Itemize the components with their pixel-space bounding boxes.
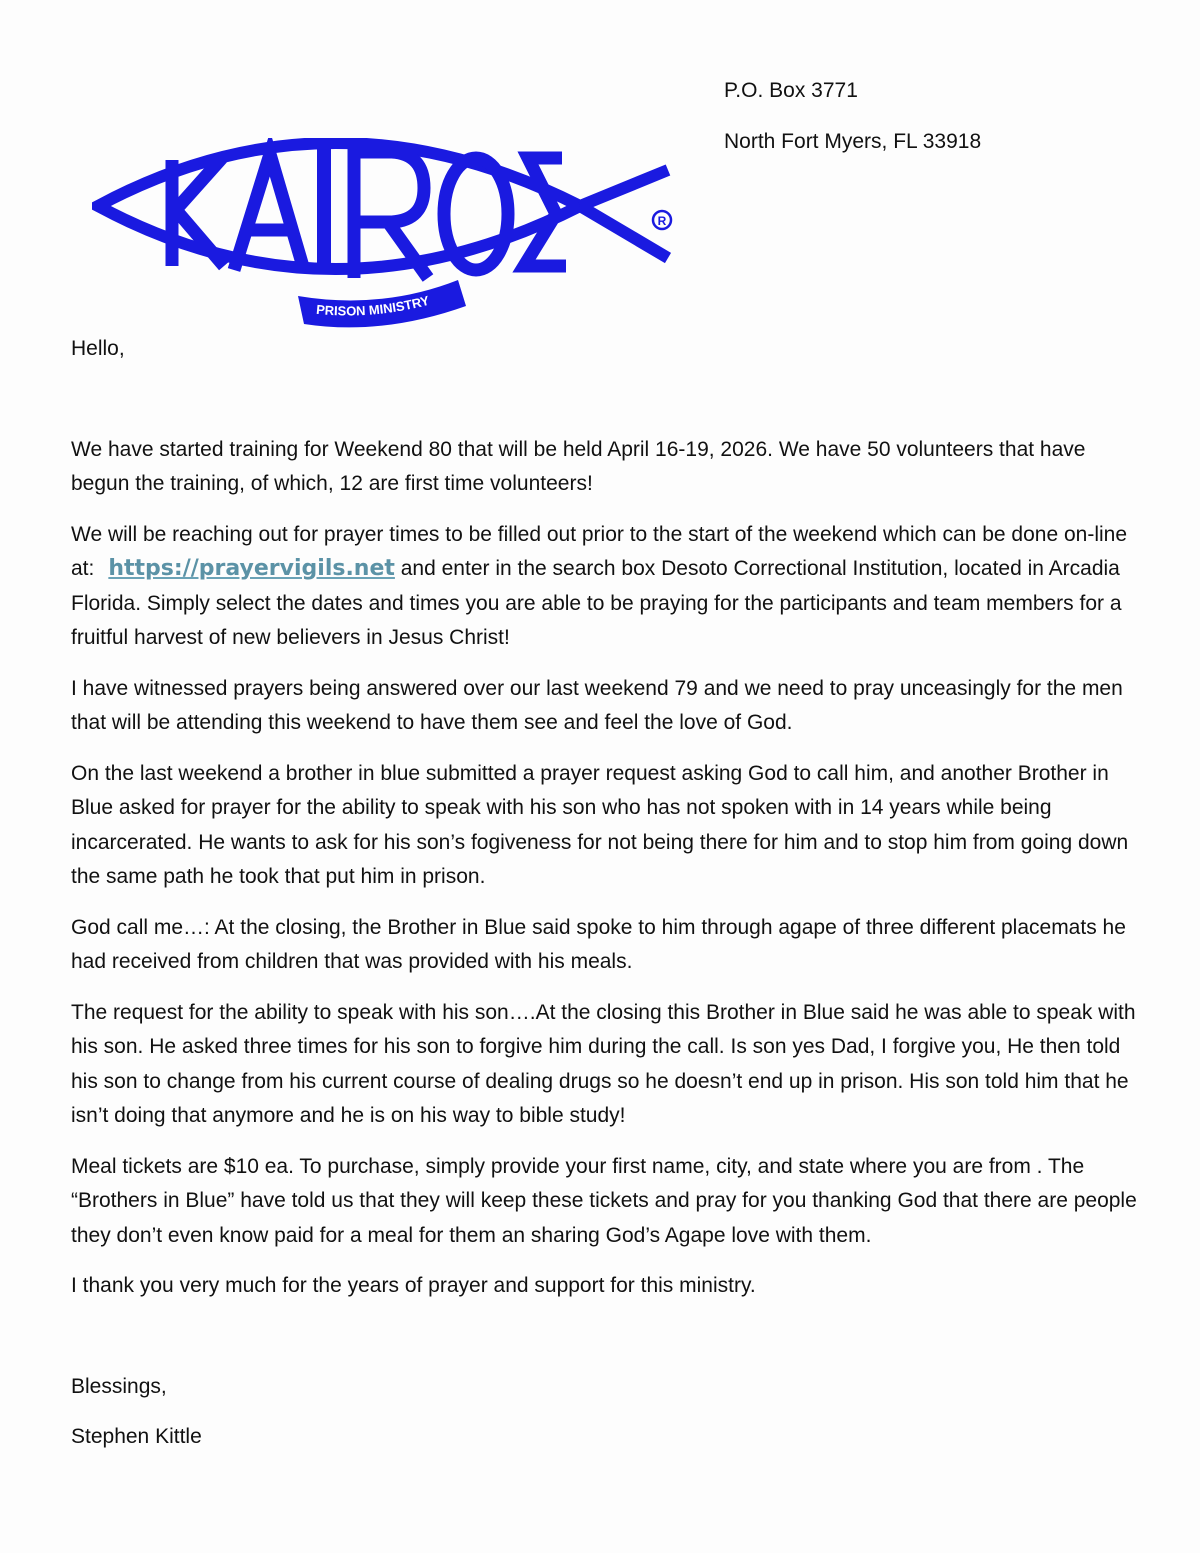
paragraph-witness: I have witnessed prayers being answered over our last weekend 79 and we need to pray unceasingly for the men that will be attending this weekend to have them see and feel the love of God. — [71, 676, 1123, 734]
paragraph-son-request: The request for the ability to speak with his son….At the closing this Brother in Blue said he was able to speak with his son. He asked three times for his son to forgive him during the call. Is son yes Dad, I forgive you, He then told his son to change from his current course of dealing drugs so he doesn’t end up in prison. His son told him that he isn’t doing that anymore and he is on his way to bible study! — [71, 1000, 1136, 1127]
letter-a — [234, 154, 304, 270]
address-line-po-box: P.O. Box 3771 — [724, 79, 858, 102]
paragraph-god-call: God call me…: At the closing, the Brother in Blue said spoke to him through agape of three different placemats he had received from children that was provided with his meals. — [71, 915, 1126, 973]
paragraph-prayer-times — [71, 518, 1146, 656]
address-line-city: North Fort Myers, FL 33918 — [724, 130, 982, 153]
return-address — [724, 78, 981, 180]
paragraph-training: We have started training for Weekend 80 that will be held April 16-19, 2026. We have 50 volunteers that have begun the training, of which, 12 are first time volunteers! — [71, 437, 1086, 495]
paragraph-prayer-requests: On the last weekend a brother in blue submitted a prayer request asking God to call him, and another Brother in Blue asked for prayer for the ability to speak with his son who has not spoken with in 14 years while being incarcerated. He wants to ask for his son’s fogiveness for not being there for him and to stop him from going down the same path he took that put him in prison. — [71, 761, 1129, 888]
svg-text:PRISON MINISTRY: PRISON MINISTRY — [315, 292, 431, 319]
prayer-times-intro: We will be reaching out for prayer times to be filled out prior to the start of the weekend which can be done on-line at: — [71, 522, 1128, 580]
kairos-logo — [92, 138, 682, 328]
paragraph-meal-tickets: Meal tickets are $10 ea. To purchase, simply provide your first name, city, and state where you are from . The “Brothers in Blue” have told us that they will keep these tickets and pray for you thanking God that there are people they don’t even know paid for a meal for them an sharing God’s Agape love with them. — [71, 1154, 1137, 1247]
letter-body — [71, 332, 1146, 1471]
prayer-times-instructions: and enter in the search box Desoto Correctional Institution, located in Arcadia Florida. Simply select the dates and times you are able to be praying for the participants and team members for a fruitful harvest of new believers in Jesus Christ! — [71, 557, 1122, 649]
signature: Stephen Kittle — [71, 1425, 202, 1448]
svg-text:R: R — [657, 214, 667, 228]
greeting: Hello, — [71, 337, 125, 360]
letter-r — [354, 152, 428, 278]
closing: Blessings, — [71, 1374, 167, 1398]
letter-s — [524, 158, 566, 266]
prayer-vigils-link[interactable]: https://prayervigils.net — [108, 556, 395, 581]
paragraph-thanks: I thank you very much for the years of prayer and support for this ministry. — [71, 1274, 756, 1297]
